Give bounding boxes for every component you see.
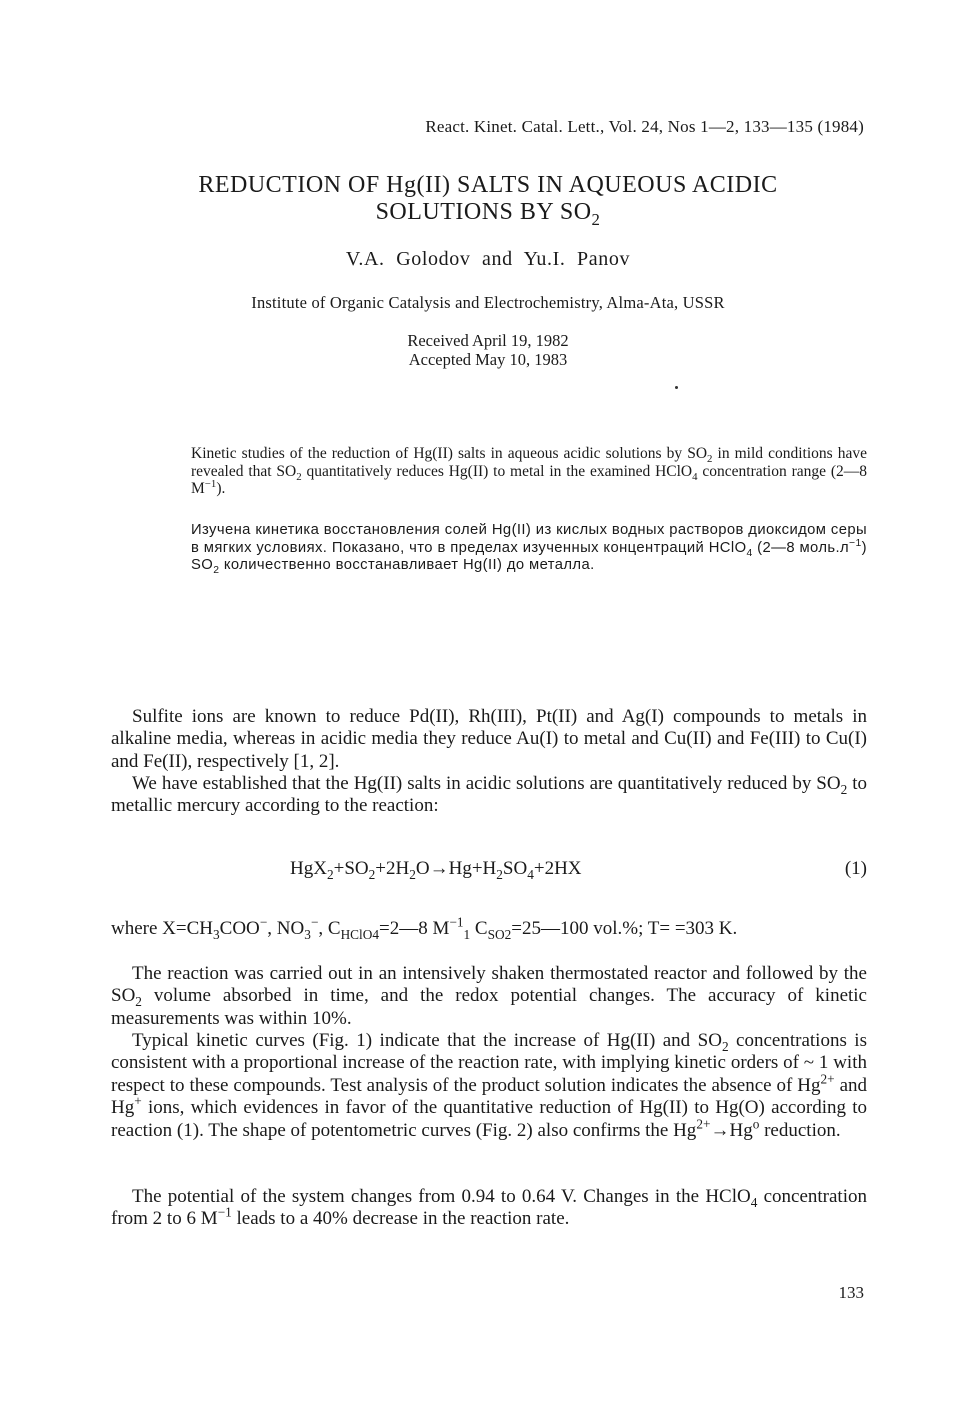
paragraph-3: The reaction was carried out in an intensively shaken thermostated reactor and followed by the $SO_2$ volume absorbed in time, and the redox potential changes. The accuracy of kinetic measurements was within 10%. [111,963,867,1029]
paragraph-1: Sulfite ions are known to reduce Pd(II), Rh(III), Pt(II) and Ag(I) compounds to metals in alkaline media, whereas in acidic media they reduce Au(I) to metal and Cu(II) and Fe(III) to Cu(I) and Fe(II), respectively [1, 2]. [111,706,867,772]
paragraph-where: where $X=CH_3COO^-$, $NO_3^-$, $C_{HClO4}=2—8$ $M^{-1}_1$ $C_{SO2}=25—100$ vol.%; T= =303 K. [111,914,738,942]
equation-number: (1) [844,858,867,879]
title-line-2: SOLUTIONS BY $SO_2$ [375,199,601,229]
received-date: Received April 19, 1982 [407,331,569,350]
authors: V.A. Golodov and Yu.I. Panov [345,248,631,270]
institution: Institute of Organic Catalysis and Electrochemistry, Alma-Ata, USSR [251,293,725,312]
print-speck [675,386,678,389]
journal-reference: React. Kinet. Catal. Lett., Vol. 24, Nos 1—2, 133—135 (1984) [425,117,864,136]
page-number: 133 [838,1283,864,1302]
accepted-date: Accepted May 10, 1983 [408,350,568,369]
paragraph-5: The potential of the system changes from 0.94 to 0.64 V. Changes in the HClO$_4$ concentration from 2 to 6 $M^{-1}$ leads to a 40% decrease in the reaction rate. [111,1186,867,1230]
title-line-1: REDUCTION OF Hg(II) SALTS IN AQUEOUS ACIDIC [198,172,778,198]
abstract-russian: Изучена кинетика восстановления солей Hg(II) из кислых водных растворов диоксидом серы в мягких условиях. Показано, что в пределах изученных концентраций HClO$_4$ (2—8 $моль.л^{-1}$) $SO_2$ количественно восстанавливает Hg(II) до металла. [191,522,867,576]
paper-title [0,172,976,229]
abstract-english: Kinetic studies of the reduction of Hg(II) salts in aqueous acidic solutions by $SO_2$ in mild conditions have revealed that $SO_2$ quantitatively reduces Hg(II) to metal in the examined HClO$_4$ concentration range (2—8 $M^{-1}$). [191,445,868,497]
paragraph-2: We have established that the Hg(II) salts in acidic solutions are quantitatively reduced by $SO_2$ to metallic mercury according to the reaction: [111,773,867,817]
paragraph-4: Typical kinetic curves (Fig. 1) indicate that the increase of Hg(II) and $SO_2$ concentrations is consistent with a proportional increase of the reaction rate, with implying kinetic orders of ~ 1 with respect to these compounds. Test analysis of the product solution indicates the absence of $Hg^{2+}$ and Hg+ ions, which evidences in favor of the quantitative reduction of Hg(II) to Hg(O) according to reaction (1). The shape of potentometric curves (Fig. 2) also confirms the $Hg^{2+}\to Hg^o$ reduction. [111,1030,868,1141]
submission-dates [0,331,976,369]
equation-1: $HgX_2+SO_2+2H_2O\to Hg+H_2SO_4+2HX$ [290,858,582,882]
